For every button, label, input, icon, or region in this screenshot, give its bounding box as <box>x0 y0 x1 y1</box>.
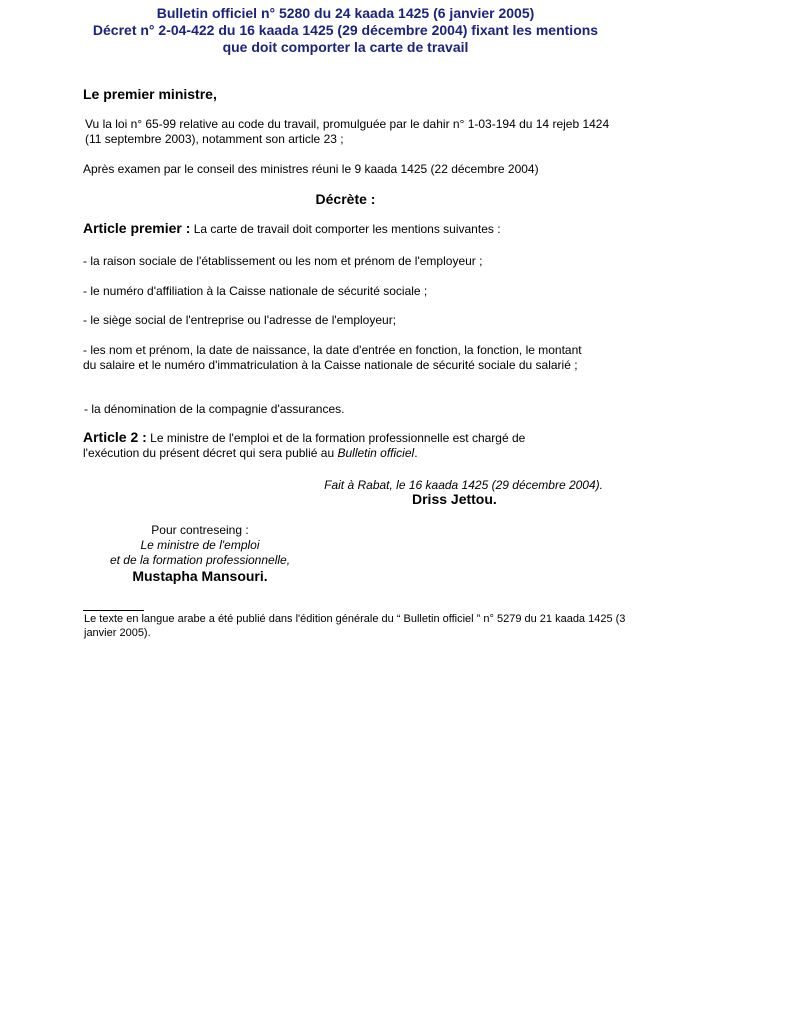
fait-line <box>0 478 691 492</box>
article-2-end: . <box>414 446 418 460</box>
article-1-text: La carte de travail doit comporter les mentions suivantes : <box>193 222 501 236</box>
article-1-label: Article premier : <box>83 220 191 236</box>
article-2-text: Le ministre de l'emploi et de la formation professionnelle est chargé de l'exécution du présent décret qui sera publié au <box>83 431 526 460</box>
list-item: - le siège social de l'entreprise ou l'adresse de l'employeur; <box>83 313 397 327</box>
list-item: - les nom et prénom, la date de naissance, la date d'entrée en fonction, la fonction, le montant du salaire et le numéro d'immatriculation à la Caisse nationale de sécurité sociale du salarié ; <box>83 343 582 372</box>
contreseing-block <box>100 523 300 585</box>
contreseing-title-line2: et de la formation professionnelle, <box>109 553 291 567</box>
minister-heading: Le premier ministre, <box>83 86 217 102</box>
header-decree-line: Décret n° 2-04-422 du 16 kaada 1425 (29 décembre 2004) fixant les mentions <box>92 22 599 38</box>
article-2-publication: Bulletin officiel <box>337 446 415 460</box>
article-2 <box>83 430 553 461</box>
signer-name: Driss Jettou. <box>412 491 497 507</box>
list-item: - le numéro d'affiliation à la Caisse nationale de sécurité sociale ; <box>83 284 428 298</box>
article-1 <box>83 221 623 237</box>
contreseing-label: Pour contreseing : <box>151 523 249 537</box>
apres-paragraph: Après examen par le conseil des ministres réuni le 9 kaada 1425 (22 décembre 2004) <box>83 162 539 176</box>
header-bulletin-line: Bulletin officiel n° 5280 du 24 kaada 1425 (6 janvier 2005) <box>156 5 535 21</box>
footnote-divider <box>83 610 144 611</box>
article-2-label: Article 2 : <box>83 429 147 445</box>
decrete-heading: Décrète : <box>315 191 376 207</box>
list-item: - la dénomination de la compagnie d'assurances. <box>84 402 345 416</box>
fait-text: Fait à Rabat, le 16 kaada 1425 (29 décembre 2004). <box>324 478 603 492</box>
vu-paragraph: Vu la loi n° 65-99 relative au code du travail, promulguée par le dahir n° 1-03-194 du 14 rejeb 1424 (11 septembre 2003), notamment son article 23 ; <box>85 117 610 146</box>
document-header <box>0 5 691 56</box>
header-subject-line: que doit comporter la carte de travail <box>222 39 469 55</box>
list-item: - la raison sociale de l'établissement ou les nom et prénom de l'employeur ; <box>83 254 483 268</box>
footnote: Le texte en langue arabe a été publié dans l'édition générale du “ Bulletin officiel ” n° 5279 du 21 kaada 1425 (3 janvier 2005). <box>84 613 626 639</box>
contreseing-title-line1: Le ministre de l'emploi <box>140 538 260 552</box>
contreseing-name: Mustapha Mansouri. <box>132 568 268 584</box>
